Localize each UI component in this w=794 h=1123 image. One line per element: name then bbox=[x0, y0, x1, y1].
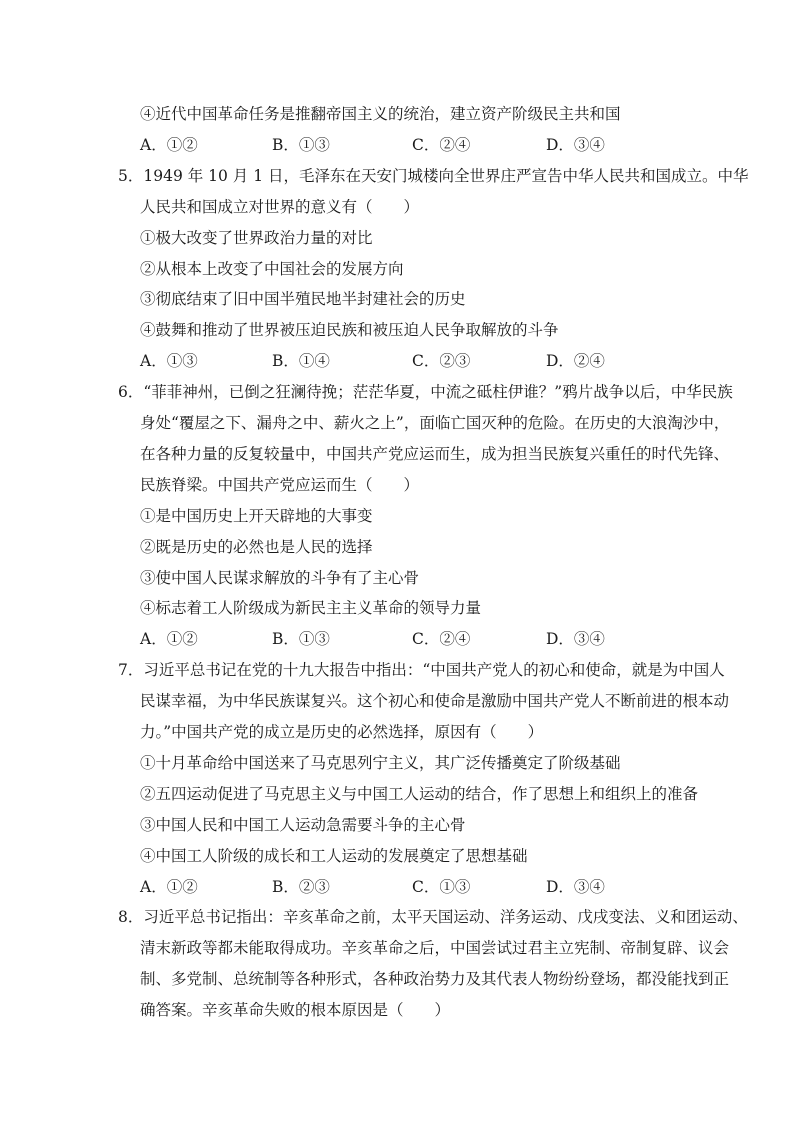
answer-option: D．②④ bbox=[546, 352, 605, 370]
text-line: 制、多党制、总统制等各种形式，各种政治势力及其代表人物纷纷登场，都没能找到正 bbox=[140, 970, 730, 988]
answer-option: D．③④ bbox=[546, 136, 605, 154]
text-line: 民谋幸福，为中华民族谋复兴。这个初心和使命是激励中国共产党人不断前进的根本动 bbox=[140, 692, 730, 710]
answer-option: D．③④ bbox=[546, 878, 605, 896]
answer-option: C．②③ bbox=[412, 352, 471, 370]
answer-option: B．①④ bbox=[272, 352, 330, 370]
text-line: 身处“覆屋之下、漏舟之中、薪火之上”，面临亡国灭种的危险。在历史的大浪淘沙中， bbox=[140, 414, 730, 432]
text-line: ③彻底结束了旧中国半殖民地半封建社会的历史 bbox=[140, 290, 466, 308]
answer-option: C．②④ bbox=[412, 136, 471, 154]
question-stem: 7．习近平总书记在党的十九大报告中指出：“中国共产党人的初心和使命，就是为中国人 bbox=[118, 661, 725, 679]
text-line: ③使中国人民谋求解放的斗争有了主心骨 bbox=[140, 569, 420, 587]
text-line: 人民共和国成立对世界的意义有（ ） bbox=[140, 198, 420, 216]
text-line: ④中国工人阶级的成长和工人运动的发展奠定了思想基础 bbox=[140, 847, 528, 865]
text-line: ①是中国历史上开天辟地的大事变 bbox=[140, 507, 373, 525]
answer-options bbox=[140, 629, 660, 649]
answer-options bbox=[140, 351, 660, 371]
answer-option: C．②④ bbox=[412, 630, 471, 648]
text-line: 清末新政等都未能取得成功。辛亥革命之后，中国尝试过君主立宪制、帝制复辟、议会 bbox=[140, 939, 730, 957]
text-line: ①十月革命给中国送来了马克思列宁主义，其广泛传播奠定了阶级基础 bbox=[140, 754, 621, 772]
answer-option: D．③④ bbox=[546, 630, 605, 648]
text-line: ②从根本上改变了中国社会的发展方向 bbox=[140, 260, 404, 278]
question-stem: 5．1949 年 10 月 1 日，毛泽东在天安门城楼向全世界庄严宣告中华人民共和国成立。中华 bbox=[118, 167, 749, 185]
text-line: 在各种力量的反复较量中，中国共产党应运而生，成为担当民族复兴重任的时代先锋、 bbox=[140, 445, 730, 463]
question-stem: 8．习近平总书记指出：辛亥革命之前，太平天国运动、洋务运动、戊戌变法、义和团运动、 bbox=[118, 908, 748, 926]
text-line: ②五四运动促进了马克思主义与中国工人运动的结合，作了思想上和组织上的准备 bbox=[140, 785, 699, 803]
answer-options bbox=[140, 135, 660, 155]
text-line: ④鼓舞和推动了世界被压迫民族和被压迫人民争取解放的斗争 bbox=[140, 321, 559, 339]
text-line: ④近代中国革命任务是推翻帝国主义的统治，建立资产阶级民主共和国 bbox=[140, 105, 621, 123]
answer-options bbox=[140, 877, 660, 897]
text-line: 力。”中国共产党的成立是历史的必然选择，原因有（ ） bbox=[140, 723, 544, 741]
answer-option: A．①③ bbox=[140, 352, 198, 370]
answer-option: A．①② bbox=[140, 136, 198, 154]
text-line: 民族脊梁。中国共产党应运而生（ ） bbox=[140, 476, 420, 494]
answer-option: A．①② bbox=[140, 878, 198, 896]
answer-option: C．①③ bbox=[412, 878, 471, 896]
question-stem: 6．“菲菲神州，已倒之狂澜待挽；茫茫华夏，中流之砥柱伊谁？”鸦片战争以后，中华民族 bbox=[118, 383, 733, 401]
answer-option: B．①③ bbox=[272, 630, 330, 648]
text-line: 确答案。辛亥革命失败的根本原因是（ ） bbox=[140, 1001, 451, 1019]
answer-option: A．①② bbox=[140, 630, 198, 648]
text-line: ①极大改变了世界政治力量的对比 bbox=[140, 229, 373, 247]
text-line: ③中国人民和中国工人运动急需要斗争的主心骨 bbox=[140, 816, 466, 834]
text-line: ②既是历史的必然也是人民的选择 bbox=[140, 538, 373, 556]
answer-option: B．①③ bbox=[272, 136, 330, 154]
text-line: ④标志着工人阶级成为新民主主义革命的领导力量 bbox=[140, 599, 482, 617]
answer-option: B．②③ bbox=[272, 878, 330, 896]
